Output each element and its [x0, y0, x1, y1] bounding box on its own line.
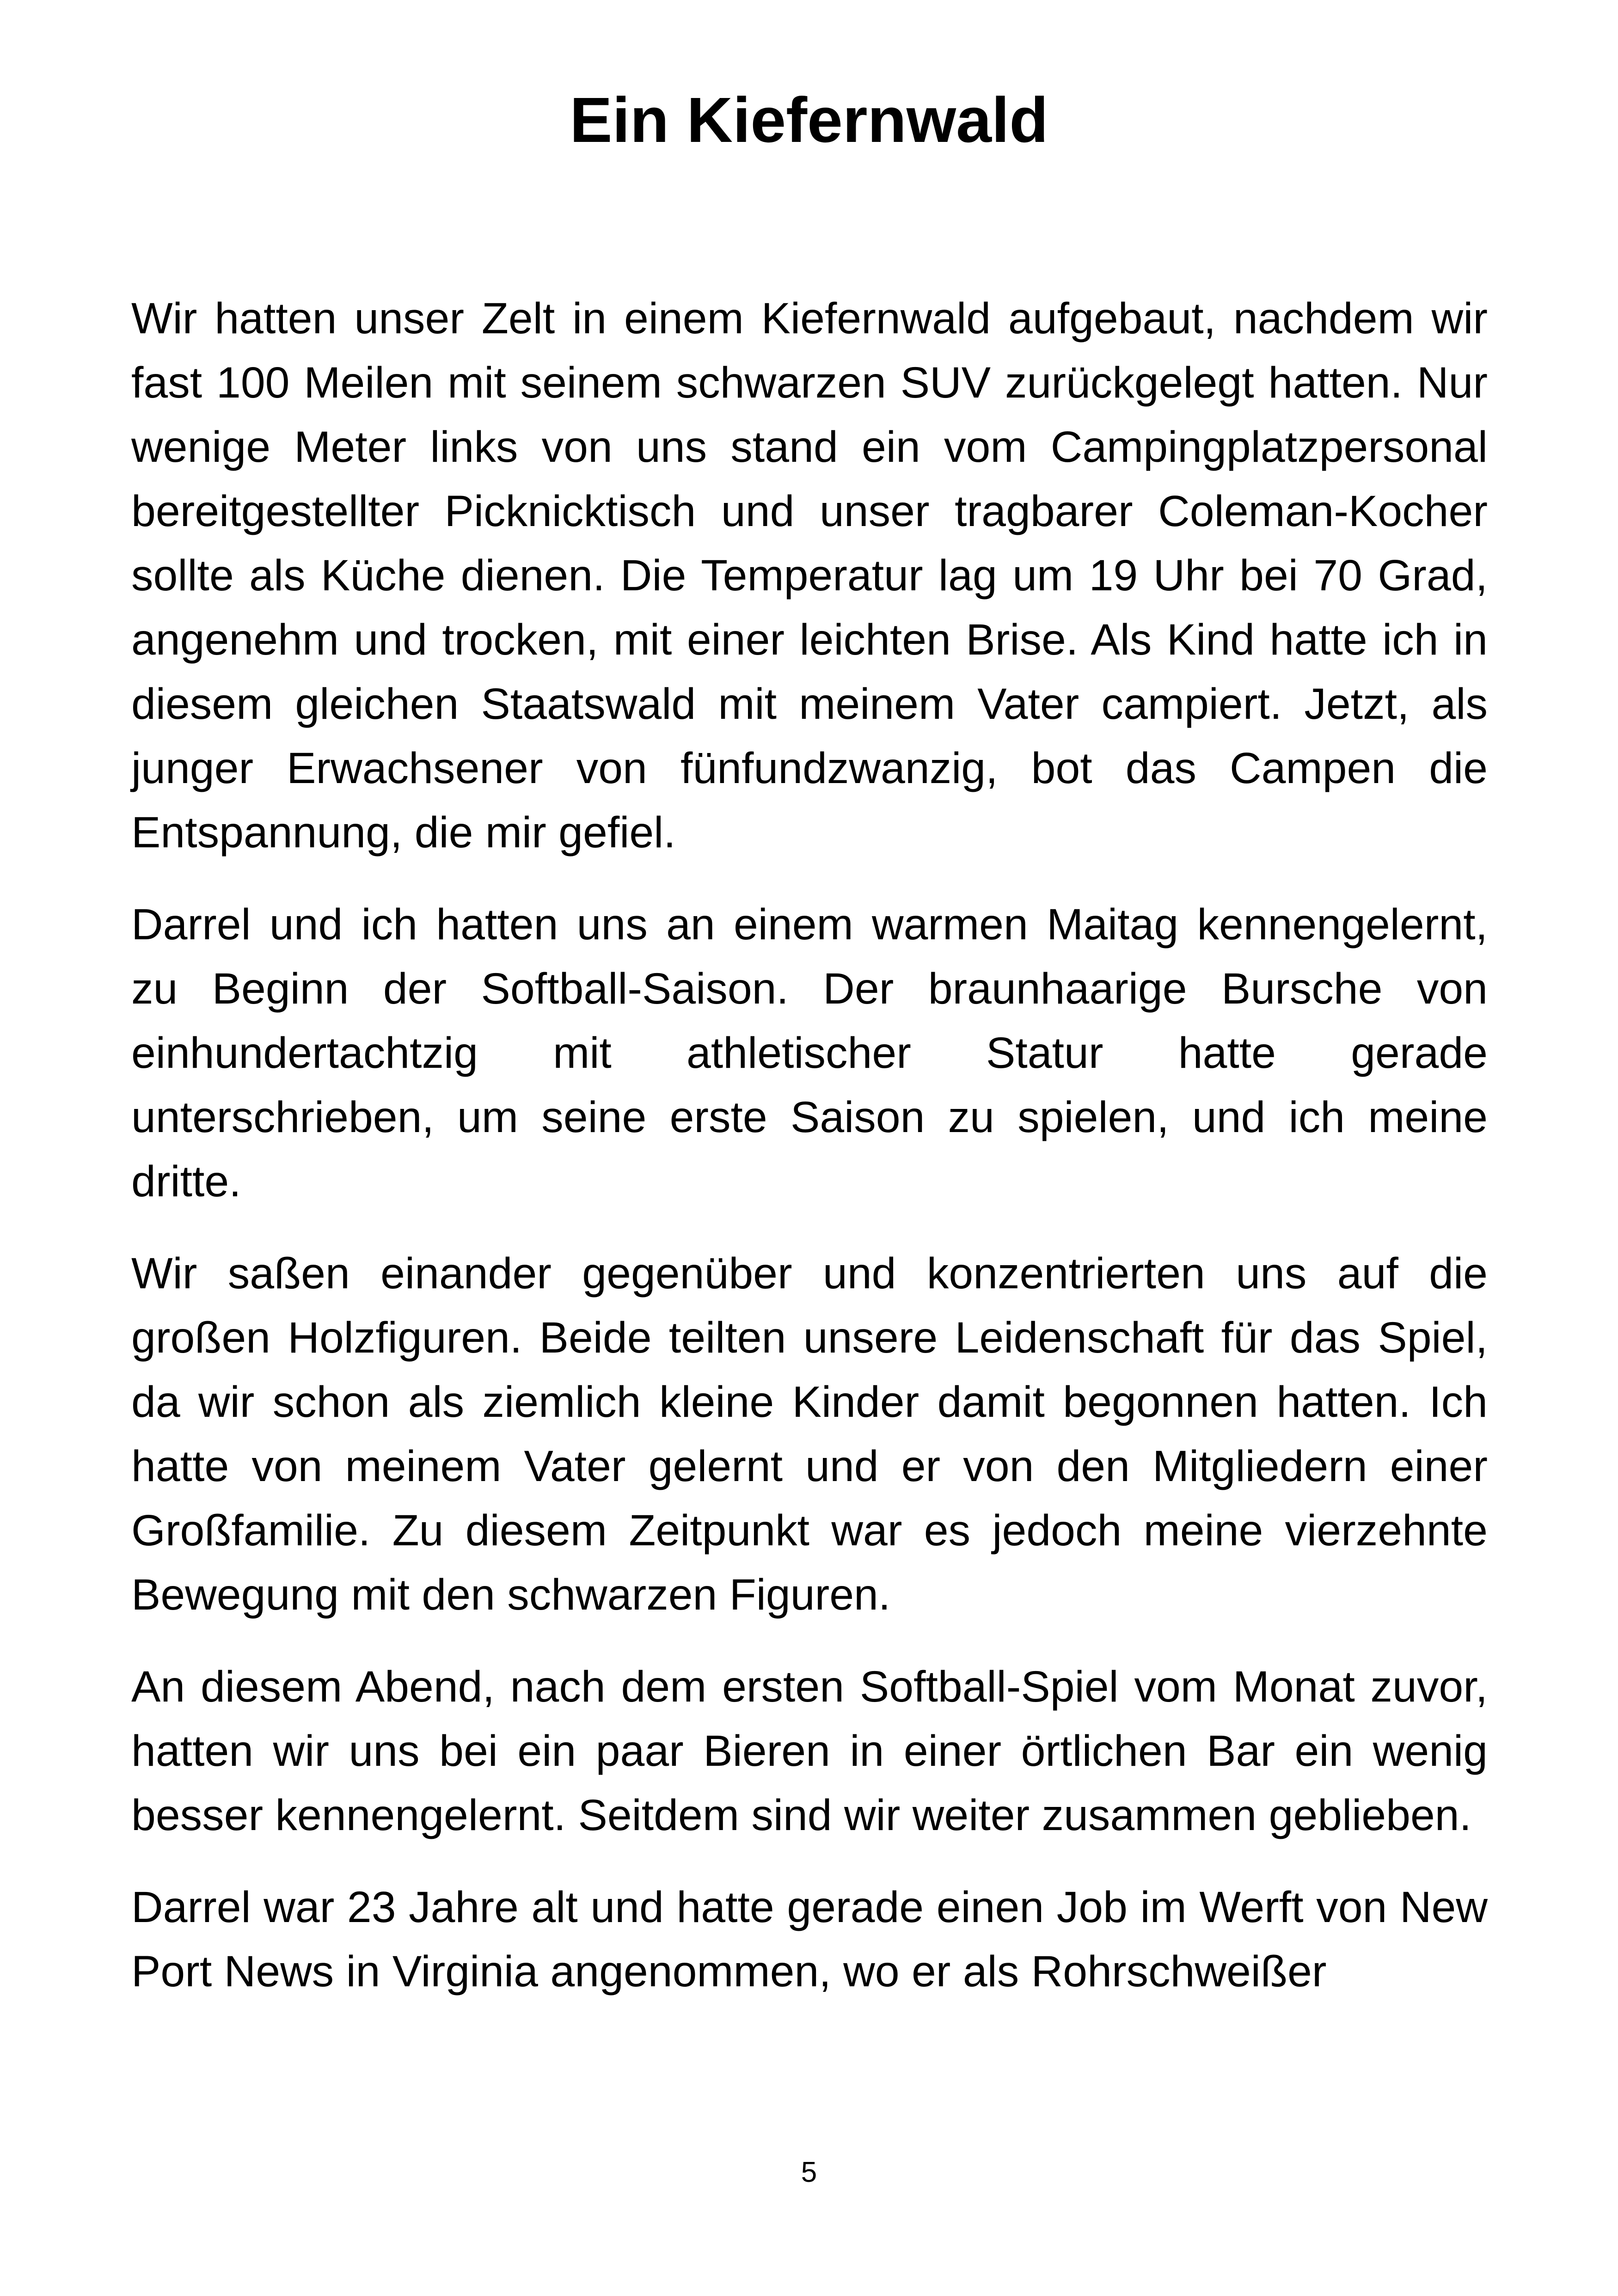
paragraph-5: Darrel war 23 Jahre alt und hatte gerade einen Job im Werft von New Port News in Virginia angenommen, wo er als Rohrschweißer	[131, 1883, 1488, 1996]
paragraph-4: An diesem Abend, nach dem ersten Softball-Spiel vom Monat zuvor, hatten wir uns bei ein paar Bieren in einer örtlichen Bar ein wenig besser kennengelernt. Seitdem sind wir weiter zusammen geblieben.	[131, 1662, 1488, 1840]
page-number: 5	[801, 2156, 817, 2188]
paragraph-3: Wir saßen einander gegenüber und konzentrierten uns auf die großen Holzfiguren. Beide teilten unsere Leidenschaft für das Spiel, da wir schon als ziemlich kleine Kinder damit begonnen hatten. Ich hatte von meinem Vater gelernt und er von den Mitgliedern einer Großfamilie. Zu diesem Zeitpunkt war es jedoch meine vierzehnte Bewegung mit den schwarzen Figuren.	[131, 1249, 1488, 1619]
paragraph-2: Darrel und ich hatten uns an einem warmen Maitag kennengelernt, zu Beginn der Softball-Saison. Der braunhaarige Bursche von einhundertachtzig mit athletischer Statur hatte gerade unterschrieben, um seine erste Saison zu spielen, und ich meine dritte.	[131, 900, 1488, 1206]
chapter-title: Ein Kiefernwald	[570, 85, 1048, 156]
chapter-body	[131, 287, 1488, 2032]
paragraph-1: Wir hatten unser Zelt in einem Kiefernwald aufgebaut, nachdem wir fast 100 Meilen mit seinem schwarzen SUV zurückgelegt hatten. Nur wenige Meter links von uns stand ein vom Campingplatzpersonal bereitgestellter Picknicktisch und unser tragbarer Coleman-Kocher sollte als Küche dienen. Die Temperatur lag um 19 Uhr bei 70 Grad, angenehm und trocken, mit einer leichten Brise. Als Kind hatte ich in diesem gleichen Staatswald mit meinem Vater campiert. Jetzt, als junger Erwachsener von fünfundzwanzig, bot das Campen die Entspannung, die mir gefiel.	[131, 294, 1488, 857]
